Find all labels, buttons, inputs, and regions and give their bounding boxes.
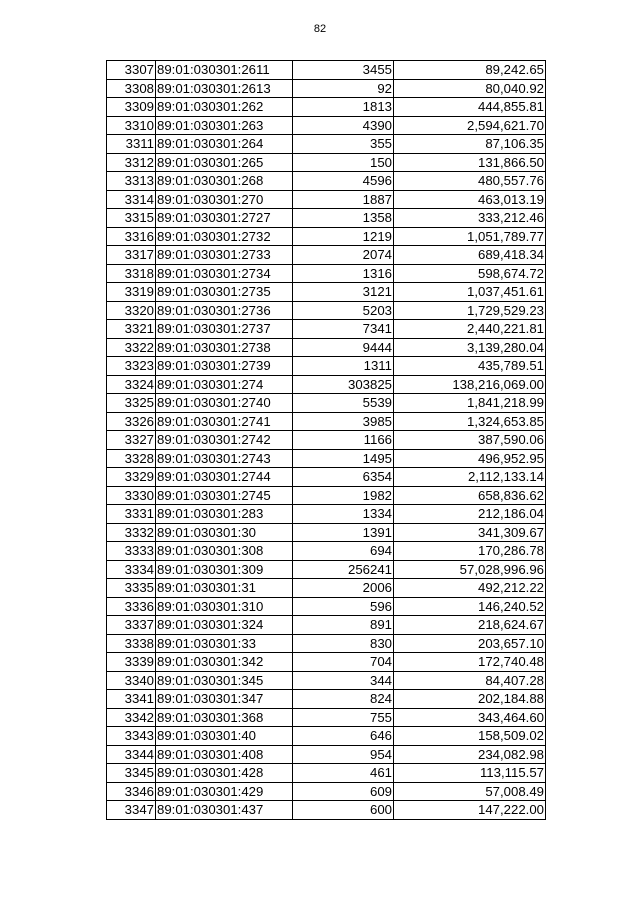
cadastral-number-cell: 89:01:030301:368 (156, 708, 293, 727)
area-cell: 694 (293, 542, 394, 561)
row-number-cell: 3309 (107, 98, 156, 117)
table-row (107, 246, 546, 265)
area-cell: 891 (293, 616, 394, 635)
cost-cell: 146,240.52 (394, 597, 546, 616)
area-cell: 461 (293, 764, 394, 783)
cost-cell: 158,509.02 (394, 727, 546, 746)
cost-cell: 87,106.35 (394, 135, 546, 154)
row-number-cell: 3322 (107, 338, 156, 357)
area-cell: 5539 (293, 394, 394, 413)
table-row (107, 653, 546, 672)
area-cell: 596 (293, 597, 394, 616)
area-cell: 150 (293, 153, 394, 172)
row-number-cell: 3336 (107, 597, 156, 616)
table-row (107, 782, 546, 801)
cadastral-number-cell: 89:01:030301:2742 (156, 431, 293, 450)
area-cell: 92 (293, 79, 394, 98)
row-number-cell: 3339 (107, 653, 156, 672)
cadastral-number-cell: 89:01:030301:262 (156, 98, 293, 117)
table-row (107, 172, 546, 191)
cadastral-number-cell: 89:01:030301:308 (156, 542, 293, 561)
cadastral-number-cell: 89:01:030301:2613 (156, 79, 293, 98)
cost-cell: 1,729,529.23 (394, 301, 546, 320)
cadastral-number-cell: 89:01:030301:2611 (156, 61, 293, 80)
cost-cell: 1,037,451.61 (394, 283, 546, 302)
cadastral-number-cell: 89:01:030301:324 (156, 616, 293, 635)
cadastral-number-cell: 89:01:030301:270 (156, 190, 293, 209)
table-row (107, 320, 546, 339)
area-cell: 2074 (293, 246, 394, 265)
area-cell: 1887 (293, 190, 394, 209)
cadastral-number-cell: 89:01:030301:2739 (156, 357, 293, 376)
table-row (107, 542, 546, 561)
area-cell: 704 (293, 653, 394, 672)
table-row (107, 357, 546, 376)
area-cell: 7341 (293, 320, 394, 339)
row-number-cell: 3344 (107, 745, 156, 764)
area-cell: 1495 (293, 449, 394, 468)
row-number-cell: 3319 (107, 283, 156, 302)
row-number-cell: 3329 (107, 468, 156, 487)
cadastral-number-cell: 89:01:030301:347 (156, 690, 293, 709)
table-row (107, 412, 546, 431)
area-cell: 9444 (293, 338, 394, 357)
cadastral-number-cell: 89:01:030301:2733 (156, 246, 293, 265)
row-number-cell: 3316 (107, 227, 156, 246)
cost-cell: 113,115.57 (394, 764, 546, 783)
table-row (107, 745, 546, 764)
area-cell: 1316 (293, 264, 394, 283)
cadastral-number-cell: 89:01:030301:2741 (156, 412, 293, 431)
row-number-cell: 3347 (107, 801, 156, 820)
table-row (107, 764, 546, 783)
table-row (107, 283, 546, 302)
table-row (107, 579, 546, 598)
row-number-cell: 3311 (107, 135, 156, 154)
area-cell: 2006 (293, 579, 394, 598)
table-row (107, 671, 546, 690)
table-row (107, 209, 546, 228)
table-row (107, 616, 546, 635)
row-number-cell: 3340 (107, 671, 156, 690)
cadastral-number-cell: 89:01:030301:309 (156, 560, 293, 579)
row-number-cell: 3342 (107, 708, 156, 727)
row-number-cell: 3332 (107, 523, 156, 542)
table-row (107, 394, 546, 413)
cadastral-number-cell: 89:01:030301:2734 (156, 264, 293, 283)
cost-cell: 343,464.60 (394, 708, 546, 727)
table-row (107, 116, 546, 135)
table-row (107, 301, 546, 320)
page-number: 82 (313, 23, 327, 35)
area-cell: 1334 (293, 505, 394, 524)
row-number-cell: 3341 (107, 690, 156, 709)
area-cell: 4390 (293, 116, 394, 135)
row-number-cell: 3315 (107, 209, 156, 228)
area-cell: 824 (293, 690, 394, 709)
table-row (107, 98, 546, 117)
cost-cell: 170,286.78 (394, 542, 546, 561)
cadastral-value-table (106, 60, 546, 820)
table-row (107, 431, 546, 450)
area-cell: 6354 (293, 468, 394, 487)
cost-cell: 341,309.67 (394, 523, 546, 542)
table-row (107, 468, 546, 487)
cost-cell: 387,590.06 (394, 431, 546, 450)
cadastral-number-cell: 89:01:030301:2744 (156, 468, 293, 487)
cadastral-number-cell: 89:01:030301:2732 (156, 227, 293, 246)
area-cell: 1358 (293, 209, 394, 228)
cadastral-number-cell: 89:01:030301:2745 (156, 486, 293, 505)
table-row (107, 449, 546, 468)
table-row (107, 486, 546, 505)
row-number-cell: 3317 (107, 246, 156, 265)
row-number-cell: 3324 (107, 375, 156, 394)
area-cell: 1813 (293, 98, 394, 117)
area-cell: 609 (293, 782, 394, 801)
row-number-cell: 3327 (107, 431, 156, 450)
cost-cell: 84,407.28 (394, 671, 546, 690)
row-number-cell: 3318 (107, 264, 156, 283)
area-cell: 3455 (293, 61, 394, 80)
cadastral-number-cell: 89:01:030301:263 (156, 116, 293, 135)
row-number-cell: 3346 (107, 782, 156, 801)
area-cell: 755 (293, 708, 394, 727)
cadastral-number-cell: 89:01:030301:268 (156, 172, 293, 191)
cadastral-number-cell: 89:01:030301:33 (156, 634, 293, 653)
table-body (107, 61, 546, 820)
table-row (107, 708, 546, 727)
cost-cell: 89,242.65 (394, 61, 546, 80)
area-cell: 646 (293, 727, 394, 746)
area-cell: 1166 (293, 431, 394, 450)
table-row (107, 264, 546, 283)
row-number-cell: 3330 (107, 486, 156, 505)
cadastral-number-cell: 89:01:030301:342 (156, 653, 293, 672)
table-row (107, 153, 546, 172)
cost-cell: 1,324,653.85 (394, 412, 546, 431)
cadastral-number-cell: 89:01:030301:265 (156, 153, 293, 172)
area-cell: 1219 (293, 227, 394, 246)
table-row (107, 135, 546, 154)
cadastral-number-cell: 89:01:030301:2737 (156, 320, 293, 339)
cadastral-number-cell: 89:01:030301:408 (156, 745, 293, 764)
row-number-cell: 3310 (107, 116, 156, 135)
cost-cell: 234,082.98 (394, 745, 546, 764)
cost-cell: 658,836.62 (394, 486, 546, 505)
table-row (107, 505, 546, 524)
row-number-cell: 3326 (107, 412, 156, 431)
cost-cell: 435,789.51 (394, 357, 546, 376)
area-cell: 256241 (293, 560, 394, 579)
cost-cell: 57,028,996.96 (394, 560, 546, 579)
table-row (107, 227, 546, 246)
cadastral-number-cell: 89:01:030301:2743 (156, 449, 293, 468)
area-cell: 830 (293, 634, 394, 653)
area-cell: 600 (293, 801, 394, 820)
cadastral-number-cell: 89:01:030301:40 (156, 727, 293, 746)
cost-cell: 598,674.72 (394, 264, 546, 283)
cadastral-number-cell: 89:01:030301:310 (156, 597, 293, 616)
table-row (107, 61, 546, 80)
area-cell: 4596 (293, 172, 394, 191)
area-cell: 3985 (293, 412, 394, 431)
cost-cell: 2,594,621.70 (394, 116, 546, 135)
row-number-cell: 3343 (107, 727, 156, 746)
cadastral-number-cell: 89:01:030301:2727 (156, 209, 293, 228)
cadastral-number-cell: 89:01:030301:2735 (156, 283, 293, 302)
cost-cell: 138,216,069.00 (394, 375, 546, 394)
row-number-cell: 3313 (107, 172, 156, 191)
row-number-cell: 3334 (107, 560, 156, 579)
cost-cell: 172,740.48 (394, 653, 546, 672)
area-cell: 3121 (293, 283, 394, 302)
area-cell: 303825 (293, 375, 394, 394)
cost-cell: 218,624.67 (394, 616, 546, 635)
table-row (107, 597, 546, 616)
table-row (107, 190, 546, 209)
row-number-cell: 3307 (107, 61, 156, 80)
area-cell: 1391 (293, 523, 394, 542)
cost-cell: 496,952.95 (394, 449, 546, 468)
cost-cell: 147,222.00 (394, 801, 546, 820)
area-cell: 954 (293, 745, 394, 764)
cadastral-number-cell: 89:01:030301:345 (156, 671, 293, 690)
row-number-cell: 3337 (107, 616, 156, 635)
table-row (107, 338, 546, 357)
cost-cell: 2,440,221.81 (394, 320, 546, 339)
cost-cell: 689,418.34 (394, 246, 546, 265)
cost-cell: 202,184.88 (394, 690, 546, 709)
table-row (107, 523, 546, 542)
cadastral-number-cell: 89:01:030301:2736 (156, 301, 293, 320)
cost-cell: 57,008.49 (394, 782, 546, 801)
cadastral-number-cell: 89:01:030301:31 (156, 579, 293, 598)
row-number-cell: 3331 (107, 505, 156, 524)
cadastral-number-cell: 89:01:030301:2738 (156, 338, 293, 357)
cadastral-number-cell: 89:01:030301:30 (156, 523, 293, 542)
row-number-cell: 3345 (107, 764, 156, 783)
cost-cell: 492,212.22 (394, 579, 546, 598)
cadastral-number-cell: 89:01:030301:429 (156, 782, 293, 801)
cost-cell: 80,040.92 (394, 79, 546, 98)
table-row (107, 801, 546, 820)
cost-cell: 1,051,789.77 (394, 227, 546, 246)
cost-cell: 212,186.04 (394, 505, 546, 524)
cost-cell: 463,013.19 (394, 190, 546, 209)
area-cell: 5203 (293, 301, 394, 320)
area-cell: 344 (293, 671, 394, 690)
row-number-cell: 3312 (107, 153, 156, 172)
cost-cell: 2,112,133.14 (394, 468, 546, 487)
area-cell: 355 (293, 135, 394, 154)
row-number-cell: 3333 (107, 542, 156, 561)
cadastral-number-cell: 89:01:030301:2740 (156, 394, 293, 413)
cost-cell: 444,855.81 (394, 98, 546, 117)
cadastral-number-cell: 89:01:030301:264 (156, 135, 293, 154)
cadastral-number-cell: 89:01:030301:437 (156, 801, 293, 820)
cost-cell: 1,841,218.99 (394, 394, 546, 413)
row-number-cell: 3328 (107, 449, 156, 468)
cost-cell: 131,866.50 (394, 153, 546, 172)
row-number-cell: 3338 (107, 634, 156, 653)
table-row (107, 79, 546, 98)
cost-cell: 333,212.46 (394, 209, 546, 228)
table-row (107, 560, 546, 579)
row-number-cell: 3335 (107, 579, 156, 598)
row-number-cell: 3308 (107, 79, 156, 98)
cost-cell: 203,657.10 (394, 634, 546, 653)
row-number-cell: 3314 (107, 190, 156, 209)
cadastral-number-cell: 89:01:030301:428 (156, 764, 293, 783)
area-cell: 1982 (293, 486, 394, 505)
cost-cell: 480,557.76 (394, 172, 546, 191)
table-row (107, 690, 546, 709)
row-number-cell: 3323 (107, 357, 156, 376)
table-row (107, 634, 546, 653)
row-number-cell: 3321 (107, 320, 156, 339)
area-cell: 1311 (293, 357, 394, 376)
row-number-cell: 3325 (107, 394, 156, 413)
row-number-cell: 3320 (107, 301, 156, 320)
cadastral-number-cell: 89:01:030301:283 (156, 505, 293, 524)
cadastral-number-cell: 89:01:030301:274 (156, 375, 293, 394)
table-row (107, 727, 546, 746)
table-row (107, 375, 546, 394)
cost-cell: 3,139,280.04 (394, 338, 546, 357)
